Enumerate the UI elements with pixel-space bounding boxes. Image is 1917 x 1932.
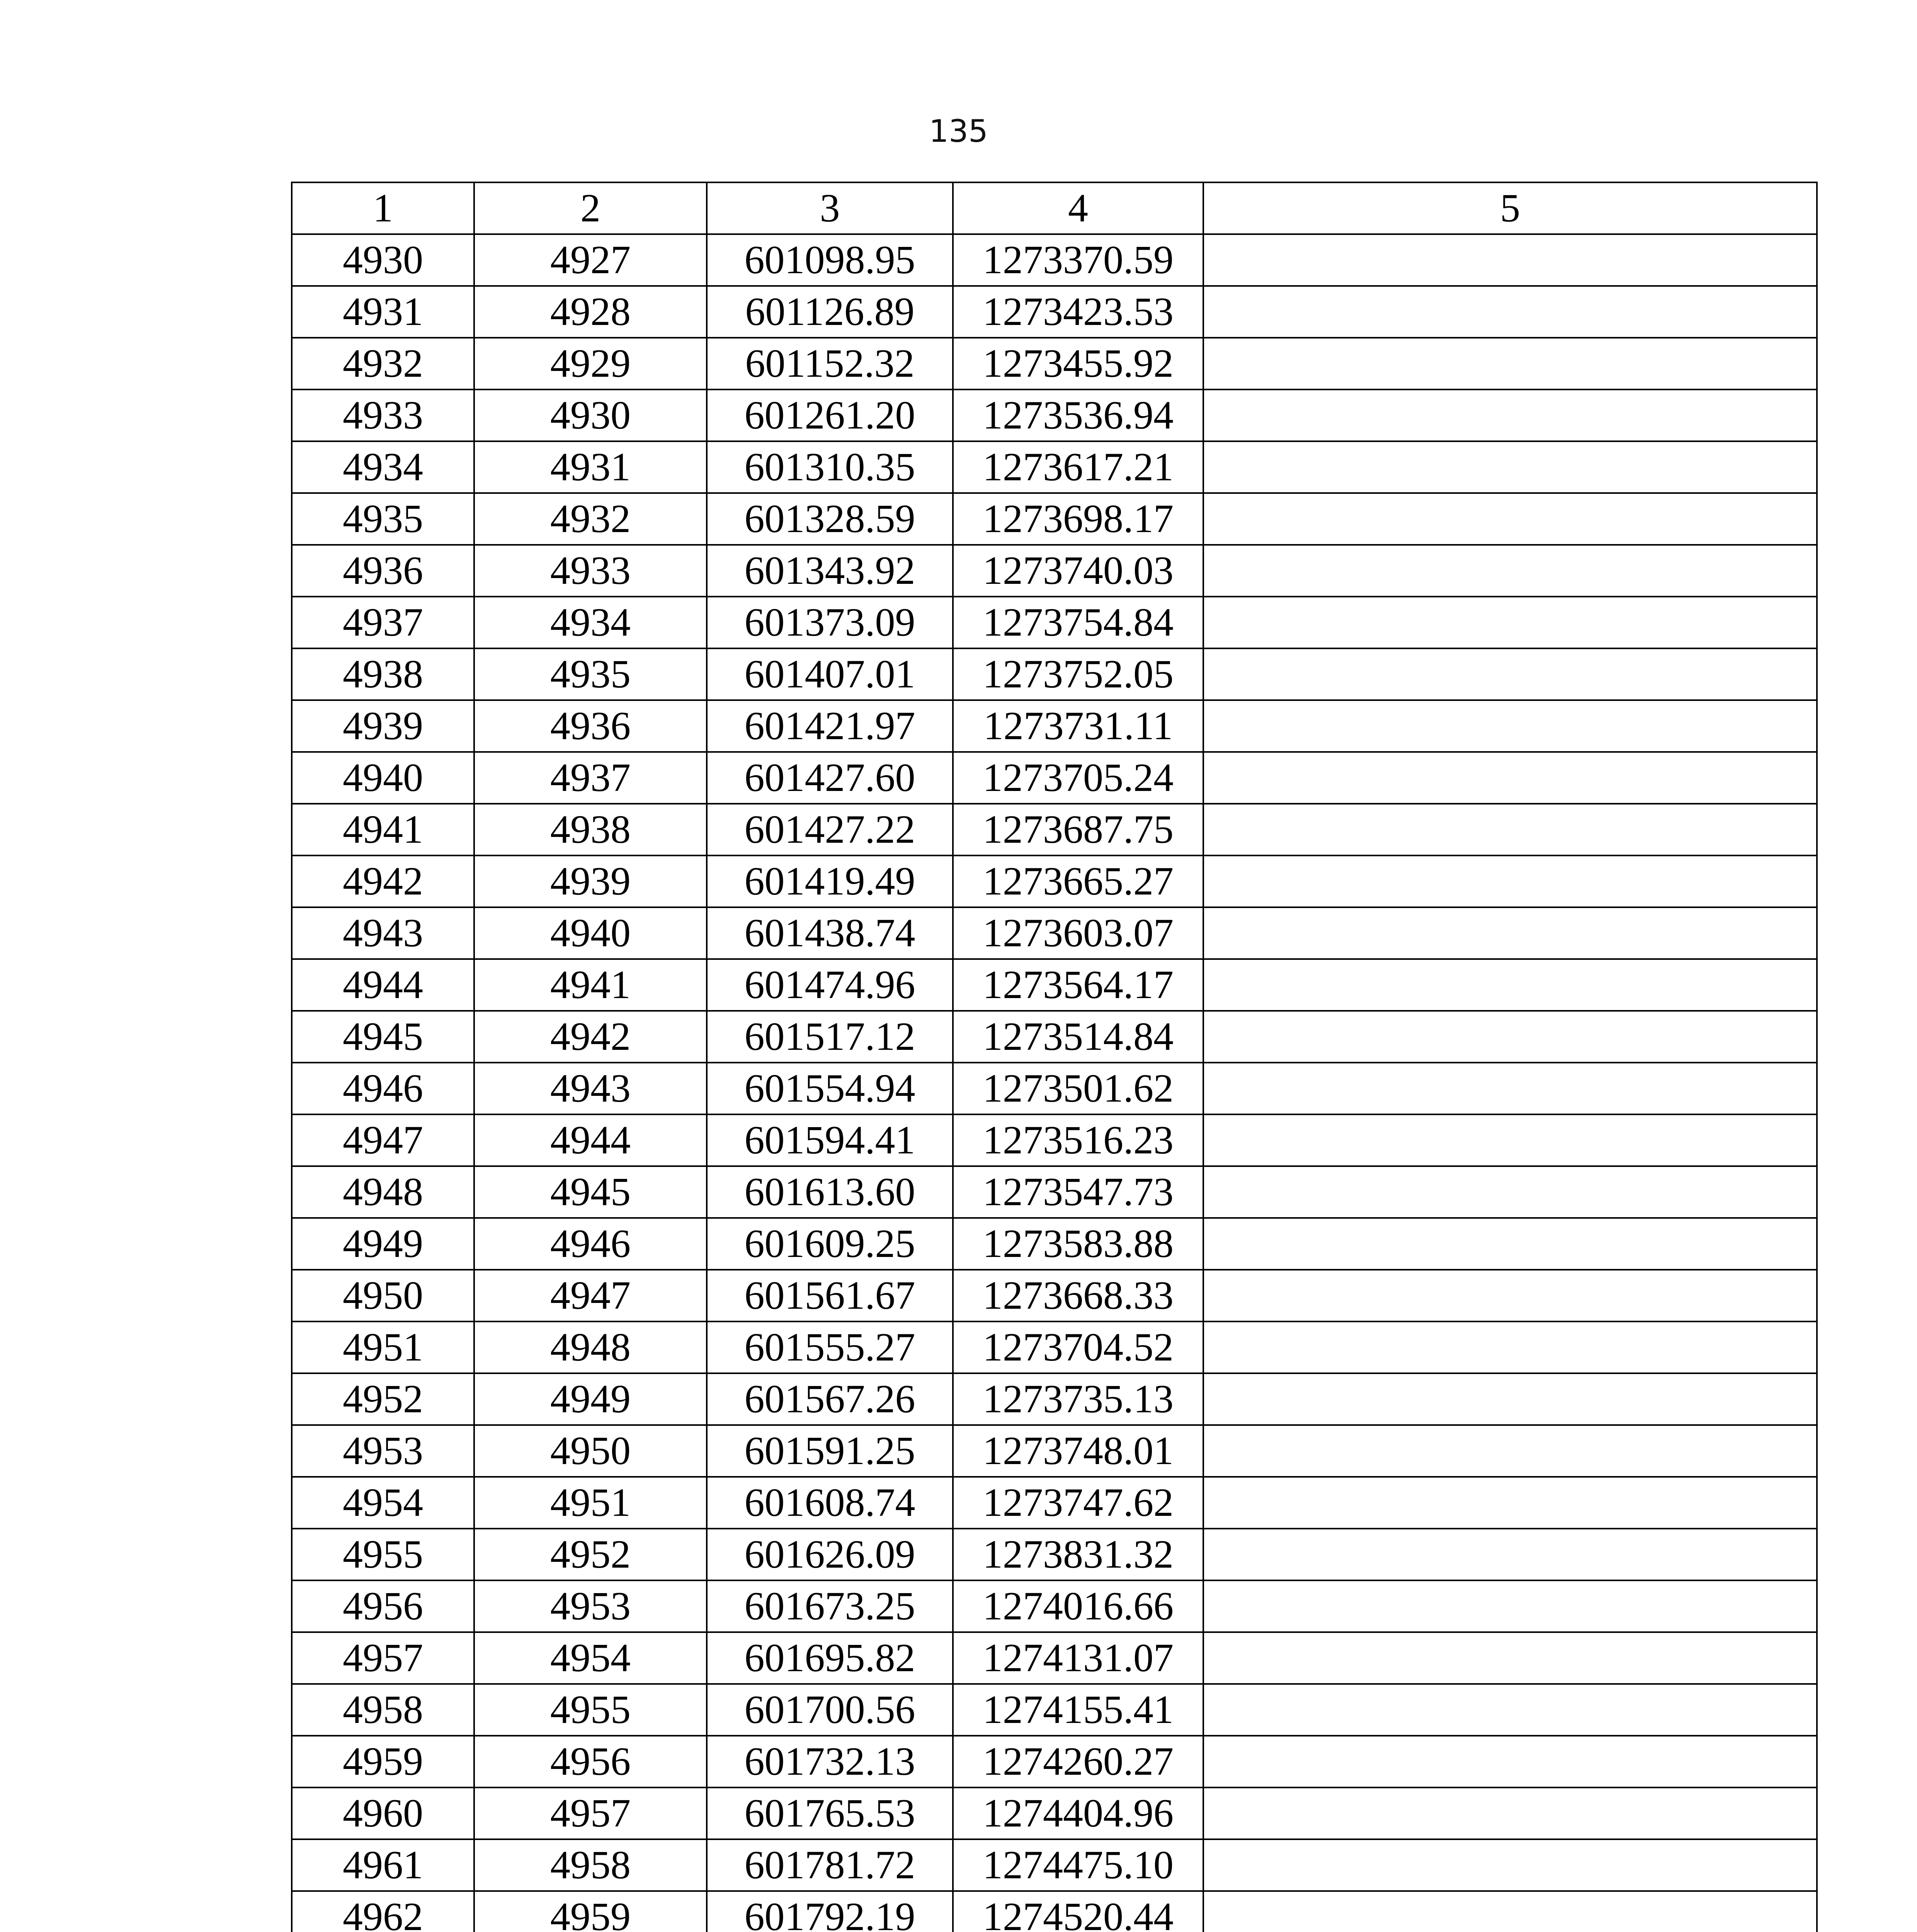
table-cell-col-1: 4934 bbox=[292, 441, 474, 493]
table-cell-col-3: 601427.22 bbox=[707, 804, 953, 855]
table-cell-col-3: 601373.09 bbox=[707, 597, 953, 648]
table-row bbox=[292, 1011, 1817, 1063]
table-cell-col-5 bbox=[1203, 1425, 1817, 1477]
table-cell-col-5 bbox=[1203, 1321, 1817, 1373]
table-cell-col-3: 601765.53 bbox=[707, 1787, 953, 1839]
table-row bbox=[292, 545, 1817, 597]
table-cell-col-4: 1273687.75 bbox=[953, 804, 1203, 855]
table-cell-col-1: 4937 bbox=[292, 597, 474, 648]
table-cell-col-5 bbox=[1203, 1529, 1817, 1580]
column-header-1: 1 bbox=[292, 182, 474, 234]
table-cell-col-3: 601695.82 bbox=[707, 1632, 953, 1684]
table-cell-col-4: 1273731.11 bbox=[953, 700, 1203, 752]
table-row bbox=[292, 1373, 1817, 1425]
table-cell-col-3: 601310.35 bbox=[707, 441, 953, 493]
table-cell-col-1: 4943 bbox=[292, 907, 474, 959]
page-number: 135 bbox=[929, 113, 988, 149]
table-row bbox=[292, 700, 1817, 752]
table-cell-col-2: 4957 bbox=[474, 1787, 707, 1839]
table-cell-col-5 bbox=[1203, 907, 1817, 959]
table-cell-col-3: 601608.74 bbox=[707, 1477, 953, 1529]
table-cell-col-4: 1273754.84 bbox=[953, 597, 1203, 648]
table-row bbox=[292, 804, 1817, 855]
table-cell-col-1: 4962 bbox=[292, 1891, 474, 1932]
table-cell-col-3: 601517.12 bbox=[707, 1011, 953, 1063]
table-cell-col-4: 1273514.84 bbox=[953, 1011, 1203, 1063]
table-cell-col-2: 4936 bbox=[474, 700, 707, 752]
table-row bbox=[292, 1787, 1817, 1839]
table-cell-col-2: 4929 bbox=[474, 338, 707, 389]
table-cell-col-5 bbox=[1203, 1891, 1817, 1932]
table-row bbox=[292, 752, 1817, 804]
table-cell-col-3: 601474.96 bbox=[707, 959, 953, 1011]
table-cell-col-5 bbox=[1203, 1839, 1817, 1891]
table-cell-col-1: 4960 bbox=[292, 1787, 474, 1839]
table-cell-col-4: 1273370.59 bbox=[953, 234, 1203, 286]
table-cell-col-1: 4936 bbox=[292, 545, 474, 597]
table-cell-col-1: 4953 bbox=[292, 1425, 474, 1477]
table-cell-col-3: 601555.27 bbox=[707, 1321, 953, 1373]
table-cell-col-2: 4958 bbox=[474, 1839, 707, 1891]
table-cell-col-2: 4959 bbox=[474, 1891, 707, 1932]
table-cell-col-2: 4951 bbox=[474, 1477, 707, 1529]
table-cell-col-5 bbox=[1203, 545, 1817, 597]
table-cell-col-3: 601594.41 bbox=[707, 1114, 953, 1166]
table-cell-col-1: 4946 bbox=[292, 1063, 474, 1114]
table-cell-col-5 bbox=[1203, 1114, 1817, 1166]
table-cell-col-3: 601591.25 bbox=[707, 1425, 953, 1477]
table-row bbox=[292, 1321, 1817, 1373]
table-cell-col-5 bbox=[1203, 441, 1817, 493]
table-cell-col-1: 4958 bbox=[292, 1684, 474, 1736]
column-header-2: 2 bbox=[474, 182, 707, 234]
table-cell-col-3: 601126.89 bbox=[707, 286, 953, 338]
table-row bbox=[292, 959, 1817, 1011]
table-cell-col-4: 1273698.17 bbox=[953, 493, 1203, 545]
table-cell-col-1: 4931 bbox=[292, 286, 474, 338]
table-cell-col-3: 601427.60 bbox=[707, 752, 953, 804]
table-cell-col-5 bbox=[1203, 493, 1817, 545]
table-cell-col-5 bbox=[1203, 648, 1817, 700]
table-cell-col-3: 601673.25 bbox=[707, 1580, 953, 1632]
table-cell-col-4: 1273603.07 bbox=[953, 907, 1203, 959]
table-cell-col-4: 1274016.66 bbox=[953, 1580, 1203, 1632]
table-cell-col-1: 4947 bbox=[292, 1114, 474, 1166]
table-row bbox=[292, 493, 1817, 545]
table-cell-col-2: 4952 bbox=[474, 1529, 707, 1580]
table-cell-col-5 bbox=[1203, 1632, 1817, 1684]
table-row bbox=[292, 1218, 1817, 1270]
table-cell-col-2: 4954 bbox=[474, 1632, 707, 1684]
table-cell-col-2: 4937 bbox=[474, 752, 707, 804]
table-cell-col-4: 1273536.94 bbox=[953, 389, 1203, 441]
table-cell-col-1: 4951 bbox=[292, 1321, 474, 1373]
table-cell-col-4: 1273705.24 bbox=[953, 752, 1203, 804]
table-cell-col-2: 4945 bbox=[474, 1166, 707, 1218]
table-cell-col-5 bbox=[1203, 1580, 1817, 1632]
table-cell-col-5 bbox=[1203, 1787, 1817, 1839]
table-cell-col-5 bbox=[1203, 286, 1817, 338]
table-body bbox=[292, 234, 1817, 1932]
table-cell-col-4: 1273501.62 bbox=[953, 1063, 1203, 1114]
table-cell-col-4: 1273831.32 bbox=[953, 1529, 1203, 1580]
table-row bbox=[292, 1166, 1817, 1218]
table-cell-col-5 bbox=[1203, 1684, 1817, 1736]
table-cell-col-2: 4931 bbox=[474, 441, 707, 493]
table-cell-col-5 bbox=[1203, 752, 1817, 804]
coordinates-table bbox=[291, 182, 1818, 1932]
table-cell-col-3: 601567.26 bbox=[707, 1373, 953, 1425]
table-cell-col-1: 4957 bbox=[292, 1632, 474, 1684]
table-cell-col-1: 4961 bbox=[292, 1839, 474, 1891]
table-row bbox=[292, 1114, 1817, 1166]
table-row bbox=[292, 1425, 1817, 1477]
table-cell-col-3: 601261.20 bbox=[707, 389, 953, 441]
table-cell-col-3: 601781.72 bbox=[707, 1839, 953, 1891]
table-row bbox=[292, 907, 1817, 959]
table-cell-col-2: 4932 bbox=[474, 493, 707, 545]
table-cell-col-5 bbox=[1203, 234, 1817, 286]
table-cell-col-5 bbox=[1203, 389, 1817, 441]
table-row bbox=[292, 1477, 1817, 1529]
table-cell-col-4: 1273583.88 bbox=[953, 1218, 1203, 1270]
table-cell-col-1: 4944 bbox=[292, 959, 474, 1011]
table-cell-col-2: 4944 bbox=[474, 1114, 707, 1166]
table-cell-col-5 bbox=[1203, 597, 1817, 648]
table-cell-col-2: 4949 bbox=[474, 1373, 707, 1425]
table-cell-col-2: 4927 bbox=[474, 234, 707, 286]
table-cell-col-2: 4946 bbox=[474, 1218, 707, 1270]
table-row bbox=[292, 855, 1817, 907]
table-row bbox=[292, 1270, 1817, 1321]
table-row bbox=[292, 1529, 1817, 1580]
table-cell-col-4: 1273668.33 bbox=[953, 1270, 1203, 1321]
table-cell-col-4: 1274520.44 bbox=[953, 1891, 1203, 1932]
table-cell-col-4: 1273564.17 bbox=[953, 959, 1203, 1011]
table-cell-col-3: 601792.19 bbox=[707, 1891, 953, 1932]
table-cell-col-3: 601561.67 bbox=[707, 1270, 953, 1321]
table-cell-col-3: 601554.94 bbox=[707, 1063, 953, 1114]
table-cell-col-1: 4930 bbox=[292, 234, 474, 286]
table-cell-col-2: 4940 bbox=[474, 907, 707, 959]
table-cell-col-4: 1273747.62 bbox=[953, 1477, 1203, 1529]
table-cell-col-4: 1273735.13 bbox=[953, 1373, 1203, 1425]
table-cell-col-2: 4939 bbox=[474, 855, 707, 907]
table-cell-col-1: 4950 bbox=[292, 1270, 474, 1321]
table-cell-col-3: 601613.60 bbox=[707, 1166, 953, 1218]
table-cell-col-5 bbox=[1203, 700, 1817, 752]
column-header-4: 4 bbox=[953, 182, 1203, 234]
table-cell-col-2: 4938 bbox=[474, 804, 707, 855]
table-cell-col-1: 4959 bbox=[292, 1736, 474, 1787]
table-cell-col-5 bbox=[1203, 338, 1817, 389]
table-cell-col-1: 4949 bbox=[292, 1218, 474, 1270]
table-cell-col-5 bbox=[1203, 1736, 1817, 1787]
table-cell-col-4: 1273547.73 bbox=[953, 1166, 1203, 1218]
table-cell-col-3: 601152.32 bbox=[707, 338, 953, 389]
column-header-5: 5 bbox=[1203, 182, 1817, 234]
table-cell-col-2: 4948 bbox=[474, 1321, 707, 1373]
table-cell-col-2: 4930 bbox=[474, 389, 707, 441]
table-cell-col-5 bbox=[1203, 1373, 1817, 1425]
table-cell-col-4: 1273516.23 bbox=[953, 1114, 1203, 1166]
table-cell-col-4: 1274260.27 bbox=[953, 1736, 1203, 1787]
table-cell-col-4: 1273455.92 bbox=[953, 338, 1203, 389]
table-cell-col-1: 4956 bbox=[292, 1580, 474, 1632]
table-cell-col-5 bbox=[1203, 855, 1817, 907]
table-cell-col-2: 4942 bbox=[474, 1011, 707, 1063]
table-cell-col-4: 1273748.01 bbox=[953, 1425, 1203, 1477]
table-cell-col-5 bbox=[1203, 1477, 1817, 1529]
table-cell-col-1: 4933 bbox=[292, 389, 474, 441]
table-row bbox=[292, 1891, 1817, 1932]
table-row bbox=[292, 1839, 1817, 1891]
table-cell-col-2: 4934 bbox=[474, 597, 707, 648]
table-cell-col-3: 601438.74 bbox=[707, 907, 953, 959]
table-cell-col-4: 1274155.41 bbox=[953, 1684, 1203, 1736]
table-cell-col-1: 4954 bbox=[292, 1477, 474, 1529]
table-cell-col-5 bbox=[1203, 1166, 1817, 1218]
table-cell-col-1: 4942 bbox=[292, 855, 474, 907]
column-header-3: 3 bbox=[707, 182, 953, 234]
table-cell-col-5 bbox=[1203, 1218, 1817, 1270]
table-cell-col-3: 601419.49 bbox=[707, 855, 953, 907]
table-row bbox=[292, 286, 1817, 338]
table-cell-col-3: 601700.56 bbox=[707, 1684, 953, 1736]
table-cell-col-4: 1273423.53 bbox=[953, 286, 1203, 338]
table-cell-col-1: 4939 bbox=[292, 700, 474, 752]
table-cell-col-2: 4950 bbox=[474, 1425, 707, 1477]
table-row bbox=[292, 234, 1817, 286]
table-row bbox=[292, 1736, 1817, 1787]
table-cell-col-2: 4941 bbox=[474, 959, 707, 1011]
table-cell-col-4: 1274404.96 bbox=[953, 1787, 1203, 1839]
table-cell-col-3: 601609.25 bbox=[707, 1218, 953, 1270]
table-cell-col-2: 4928 bbox=[474, 286, 707, 338]
table-cell-col-5 bbox=[1203, 959, 1817, 1011]
table-cell-col-5 bbox=[1203, 1270, 1817, 1321]
table-cell-col-4: 1273752.05 bbox=[953, 648, 1203, 700]
table-cell-col-3: 601328.59 bbox=[707, 493, 953, 545]
table-cell-col-1: 4932 bbox=[292, 338, 474, 389]
table-cell-col-1: 4935 bbox=[292, 493, 474, 545]
table-cell-col-1: 4938 bbox=[292, 648, 474, 700]
table-cell-col-5 bbox=[1203, 1011, 1817, 1063]
table-cell-col-3: 601732.13 bbox=[707, 1736, 953, 1787]
table-row bbox=[292, 597, 1817, 648]
table-cell-col-5 bbox=[1203, 804, 1817, 855]
table-cell-col-2: 4935 bbox=[474, 648, 707, 700]
table-row bbox=[292, 1580, 1817, 1632]
table-cell-col-5 bbox=[1203, 1063, 1817, 1114]
table-cell-col-2: 4955 bbox=[474, 1684, 707, 1736]
table-cell-col-4: 1274131.07 bbox=[953, 1632, 1203, 1684]
table-cell-col-4: 1273704.52 bbox=[953, 1321, 1203, 1373]
table-row bbox=[292, 648, 1817, 700]
table-cell-col-2: 4933 bbox=[474, 545, 707, 597]
table-cell-col-4: 1273665.27 bbox=[953, 855, 1203, 907]
table-cell-col-1: 4955 bbox=[292, 1529, 474, 1580]
table-row bbox=[292, 338, 1817, 389]
table-cell-col-2: 4943 bbox=[474, 1063, 707, 1114]
table-cell-col-4: 1274475.10 bbox=[953, 1839, 1203, 1891]
table-cell-col-3: 601421.97 bbox=[707, 700, 953, 752]
table-cell-col-1: 4941 bbox=[292, 804, 474, 855]
table-cell-col-2: 4947 bbox=[474, 1270, 707, 1321]
table-cell-col-1: 4948 bbox=[292, 1166, 474, 1218]
table-cell-col-1: 4945 bbox=[292, 1011, 474, 1063]
table-row bbox=[292, 389, 1817, 441]
header-row bbox=[292, 182, 1817, 234]
table-cell-col-4: 1273740.03 bbox=[953, 545, 1203, 597]
table-row bbox=[292, 441, 1817, 493]
table-cell-col-3: 601626.09 bbox=[707, 1529, 953, 1580]
table-cell-col-2: 4953 bbox=[474, 1580, 707, 1632]
table-cell-col-3: 601343.92 bbox=[707, 545, 953, 597]
table-cell-col-2: 4956 bbox=[474, 1736, 707, 1787]
table-row bbox=[292, 1063, 1817, 1114]
table-cell-col-3: 601407.01 bbox=[707, 648, 953, 700]
table-row bbox=[292, 1632, 1817, 1684]
table-cell-col-3: 601098.95 bbox=[707, 234, 953, 286]
table-cell-col-1: 4940 bbox=[292, 752, 474, 804]
table-header bbox=[292, 182, 1817, 234]
table-cell-col-4: 1273617.21 bbox=[953, 441, 1203, 493]
table-row bbox=[292, 1684, 1817, 1736]
table-cell-col-1: 4952 bbox=[292, 1373, 474, 1425]
